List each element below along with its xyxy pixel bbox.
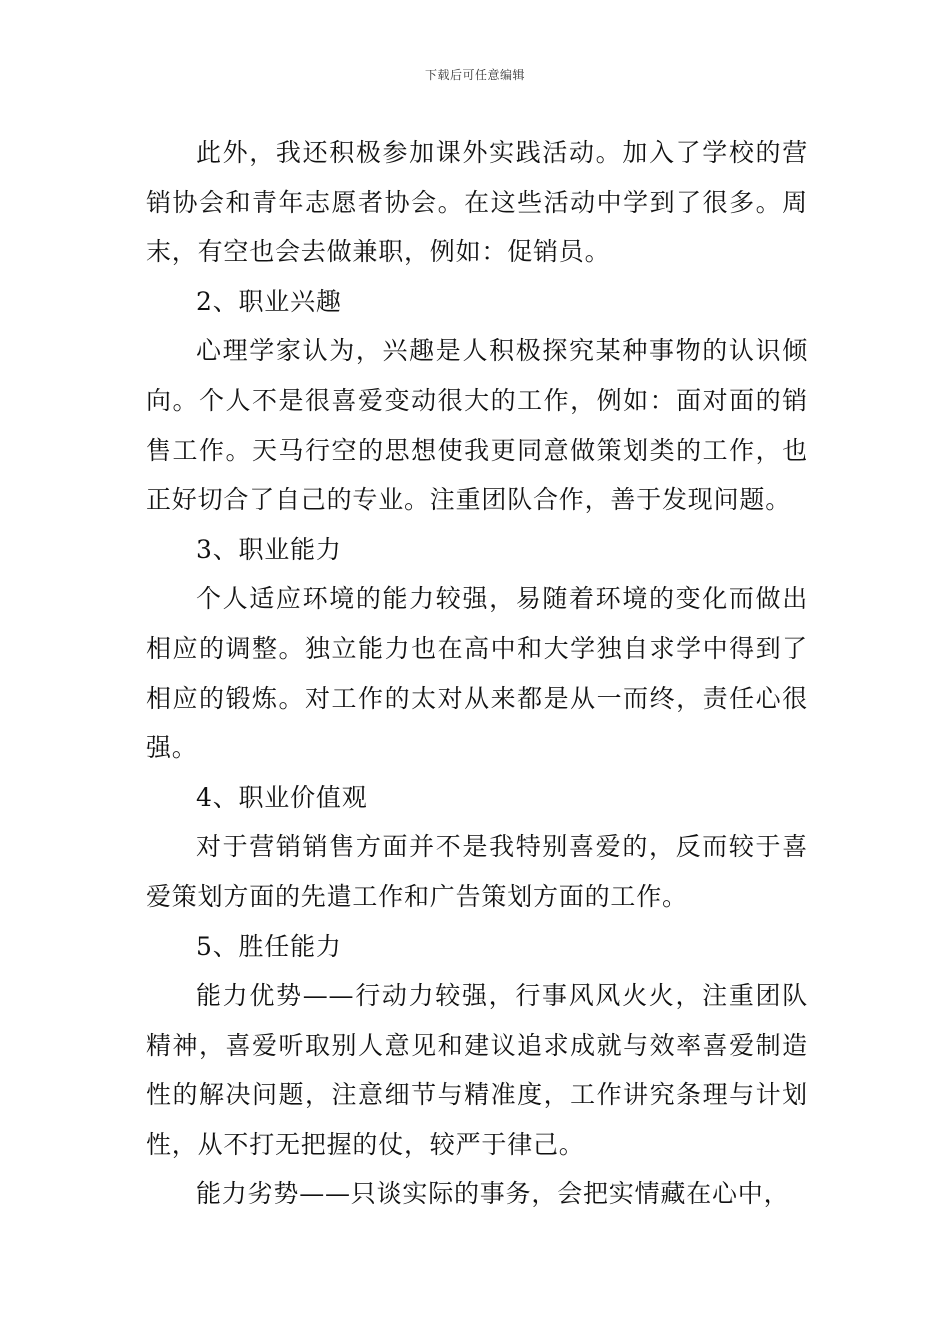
header-note: 下载后可任意编辑 (424, 68, 525, 82)
document-body (146, 128, 808, 1219)
paragraph-weaknesses: 能力劣势——只谈实际的事务，会把实情藏在心中， (196, 1179, 790, 1209)
section-heading-career-values: 4、职业价值观 (196, 782, 368, 812)
section-heading-career-ability: 3、职业能力 (196, 534, 342, 564)
section-heading-competency: 5、胜任能力 (196, 931, 342, 961)
section-heading-career-interest: 2、职业兴趣 (196, 286, 342, 316)
paragraph-career-ability: 个人适应环境的能力较强，易随着环境的变化而做出相应的调整。独立能力也在高中和大学独自求学中得到了相应的锻炼。对工作的太对从来都是从一而终，责任心很强。 (146, 584, 808, 763)
paragraph-career-interest: 心理学家认为，兴趣是人积极探究某种事物的认识倾向。个人不是很喜爱变动很大的工作，例如：面对面的销售工作。天马行空的思想使我更同意做策划类的工作，也正好切合了自己的专业。注重团队合作，善于发现问题。 (146, 336, 808, 515)
paragraph-extracurricular: 此外，我还积极参加课外实践活动。加入了学校的营销协会和青年志愿者协会。在这些活动中学到了很多。周末，有空也会去做兼职，例如：促销员。 (146, 138, 808, 267)
paragraph-career-values: 对于营销销售方面并不是我特别喜爱的，反而较于喜爱策划方面的先遣工作和广告策划方面的工作。 (146, 832, 808, 911)
paragraph-strengths: 能力优势——行动力较强，行事风风火火，注重团队精神，喜爱听取别人意见和建议追求成就与效率喜爱制造性的解决问题，注意细节与精准度，工作讲究条理与计划性，从不打无把握的仗，较严于律己。 (146, 981, 808, 1159)
